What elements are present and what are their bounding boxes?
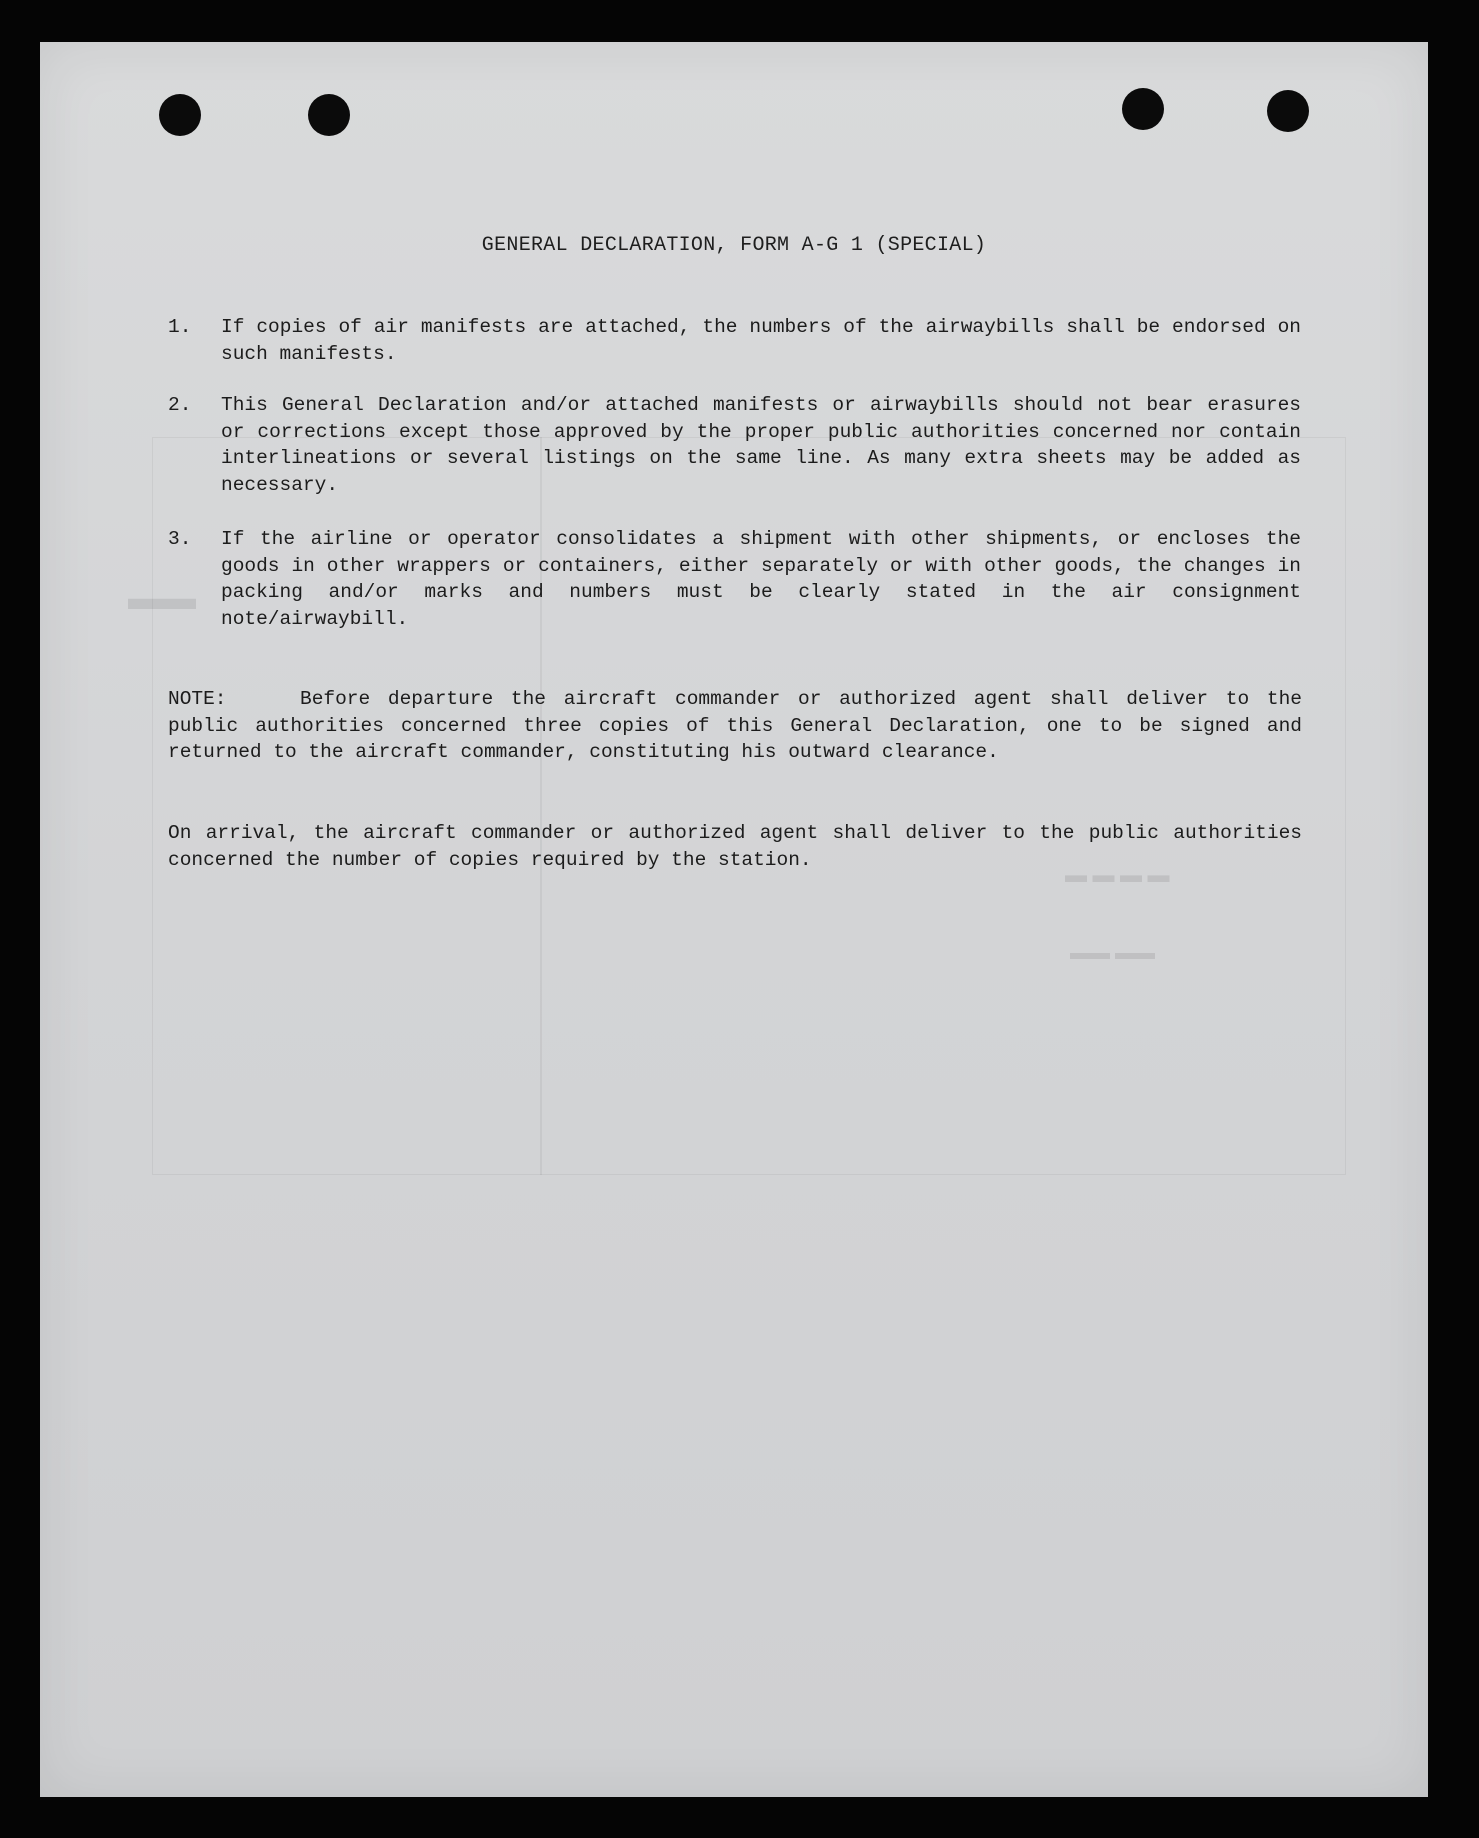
bleed-through-marks: ▬ ▬ ▬ ▬ xyxy=(1065,862,1170,887)
note-paragraph xyxy=(168,686,1302,766)
instruction-item-1 xyxy=(168,314,1348,367)
item-text: This General Declaration and/or attached manifests or airwaybills should not bear erasures or corrections except those approved by the proper public authorities concerned nor contain interlineations or several listings on the same line. As many extra sheets may be added as necessary. xyxy=(221,394,1301,496)
item-number: 1. xyxy=(168,316,192,338)
punch-hole-1 xyxy=(159,94,201,136)
punch-hole-2 xyxy=(308,94,350,136)
note-label: NOTE: xyxy=(168,688,227,710)
arrival-paragraph: On arrival, the aircraft commander or authorized agent shall deliver to the public authorities concerned the number of copies required by the station. xyxy=(168,822,1302,871)
punch-hole-3 xyxy=(1122,88,1164,130)
document-page xyxy=(40,42,1428,1797)
note-text: Before departure the aircraft commander or authorized agent shall deliver to the public authorities concerned three copies of this General Declaration, one to be signed and returned to the aircraft commander, constituting his outward clearance. xyxy=(168,688,1302,763)
item-text: If copies of air manifests are attached, the numbers of the airwaybills shall be endorsed on such manifests. xyxy=(221,316,1301,365)
bleed-through-marks-2: ▬▬ ▬▬ xyxy=(1070,942,1155,964)
item-text: If the airline or operator consolidates a shipment with other shipments, or encloses the goods in other wrappers or containers, either separately or with other goods, the changes in packing and/or marks and numbers must be clearly stated in the air consignment note/airwaybill. xyxy=(221,528,1301,630)
item-number: 2. xyxy=(168,394,192,416)
bleed-through-marks-3: ▬▬ xyxy=(128,580,196,617)
instruction-item-2 xyxy=(168,392,1348,498)
item-number: 3. xyxy=(168,528,192,550)
instruction-item-3 xyxy=(168,526,1348,632)
form-title: GENERAL DECLARATION, FORM A-G 1 (SPECIAL) xyxy=(481,234,987,257)
punch-hole-4 xyxy=(1267,90,1309,132)
